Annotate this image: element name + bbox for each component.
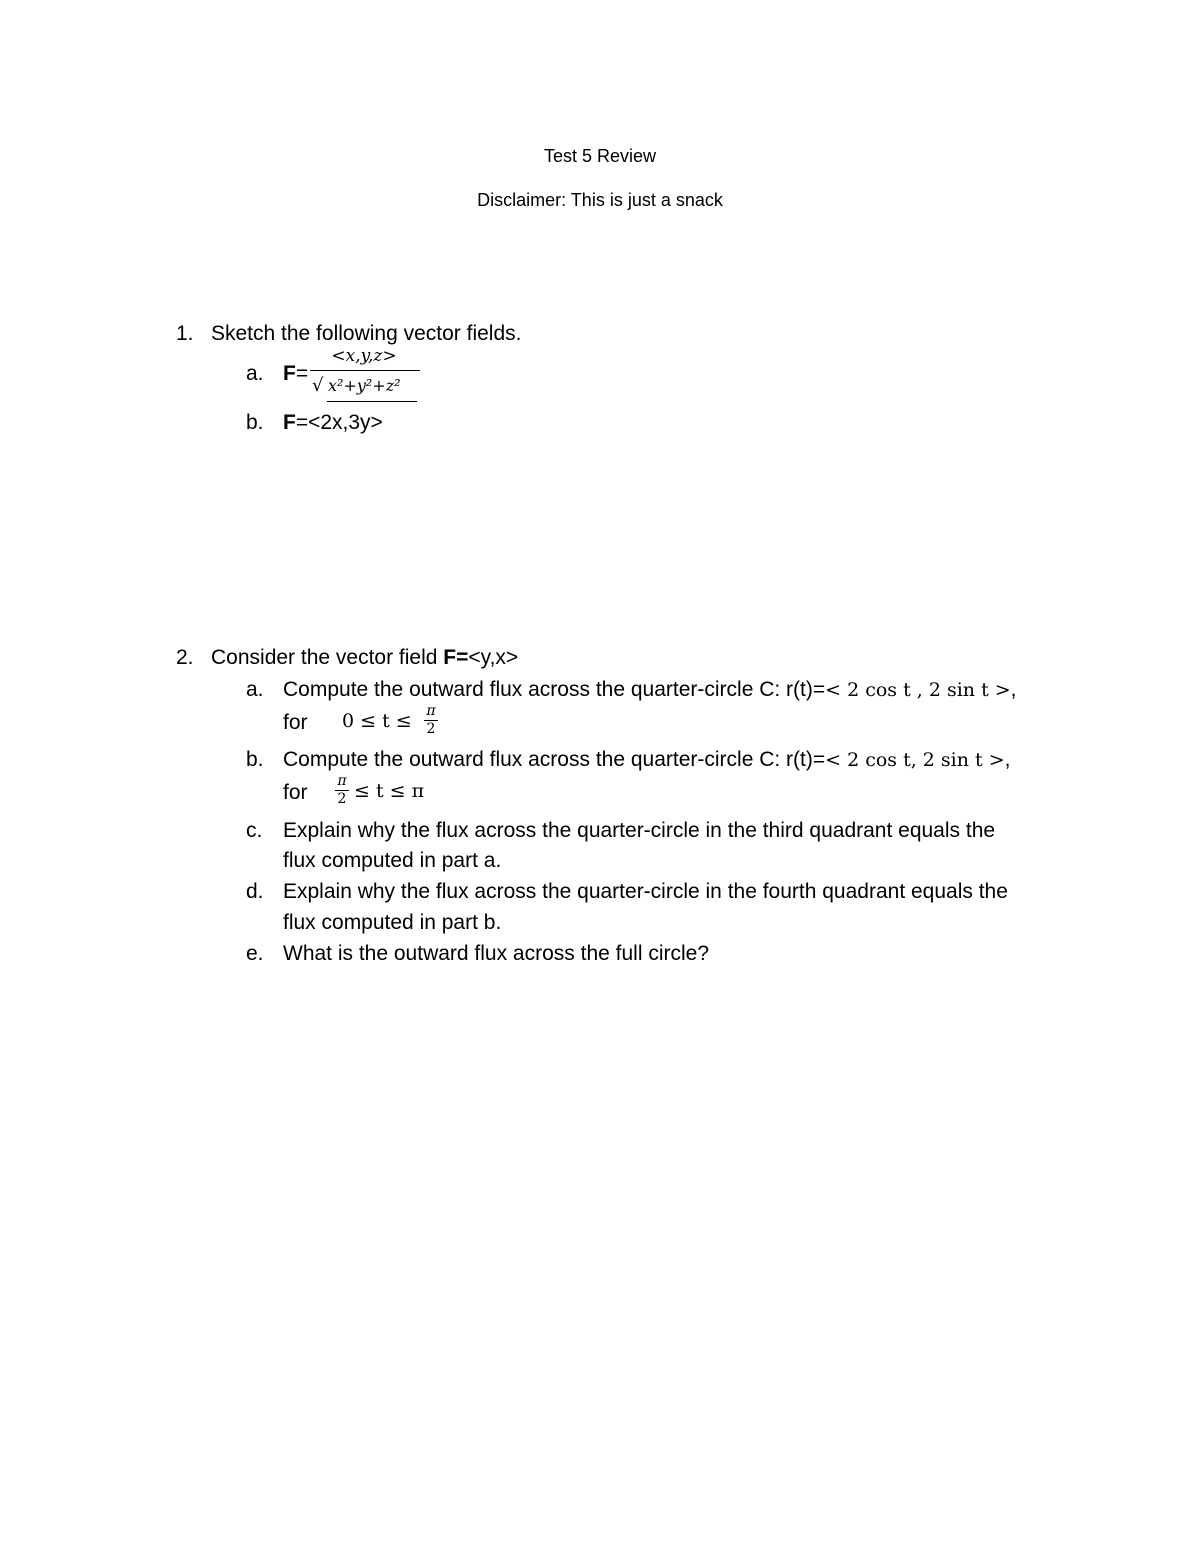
part-1b-marker: b. bbox=[246, 411, 264, 434]
trail: , bbox=[1010, 678, 1017, 701]
question-2-prompt bbox=[211, 647, 518, 668]
disclaimer: Disclaimer: This is just a snack bbox=[477, 190, 723, 210]
fraction-numerator: π bbox=[337, 773, 347, 789]
part-2e-marker: e. bbox=[246, 942, 264, 965]
part-2d-line1: Explain why the flux across the quarter-circle in the fourth quadrant equals the bbox=[283, 880, 1008, 903]
part-1b-expression bbox=[283, 412, 383, 433]
part-1a-label bbox=[283, 363, 308, 384]
part-2b-line1 bbox=[283, 749, 1010, 770]
trail: , bbox=[1004, 748, 1011, 771]
prompt-field: <y,x> bbox=[468, 646, 519, 669]
fraction-numerator: <x,y,z> bbox=[331, 346, 397, 366]
part-1a-marker: a. bbox=[246, 362, 264, 385]
equals-sign: = bbox=[295, 362, 309, 385]
radical-sign: √ bbox=[312, 375, 324, 396]
radicand: x²+y²+z² bbox=[328, 376, 401, 395]
part-2d-line2: flux computed in part b. bbox=[283, 911, 502, 934]
part-2e-line1: What is the outward flux across the full circle? bbox=[283, 942, 710, 965]
part-text: Compute the outward flux across the quarter-circle C: r(t)= bbox=[283, 748, 826, 771]
field-label: F bbox=[283, 362, 296, 385]
for-label: for bbox=[283, 711, 308, 734]
field-label: F bbox=[283, 411, 296, 434]
fraction-denominator: 2 bbox=[337, 791, 347, 807]
parametrization: < 2 cos t, 2 sin t > bbox=[825, 749, 1005, 771]
part-2b-marker: b. bbox=[246, 748, 264, 771]
part-2a-line1 bbox=[283, 679, 1017, 700]
question-1-number: 1. bbox=[176, 322, 194, 345]
range-right: ≤ t ≤ π bbox=[354, 780, 425, 802]
parametrization: < 2 cos t , 2 sin t > bbox=[825, 679, 1011, 701]
fraction-numerator: π bbox=[426, 703, 436, 719]
expression: =<2x,3y> bbox=[295, 411, 383, 434]
prompt-bold: F= bbox=[443, 646, 469, 669]
radical-bar bbox=[327, 401, 417, 402]
part-2c-marker: c. bbox=[246, 819, 263, 842]
range-left: 0 ≤ t ≤ bbox=[342, 710, 412, 732]
prompt-text: Consider the vector field bbox=[211, 646, 444, 669]
part-text: Compute the outward flux across the quarter-circle C: r(t)= bbox=[283, 678, 826, 701]
part-2a-marker: a. bbox=[246, 678, 264, 701]
fraction-denominator: 2 bbox=[426, 721, 436, 737]
question-1-prompt: Sketch the following vector fields. bbox=[211, 322, 522, 345]
page-title: Test 5 Review bbox=[543, 146, 657, 166]
part-2d-marker: d. bbox=[246, 880, 264, 903]
part-2c-line2: flux computed in part a. bbox=[283, 849, 502, 872]
fraction-bar bbox=[310, 370, 420, 371]
for-label: for bbox=[283, 781, 308, 804]
part-2c-line1: Explain why the flux across the quarter-circle in the third quadrant equals the bbox=[283, 819, 996, 842]
question-2-number: 2. bbox=[176, 646, 194, 669]
